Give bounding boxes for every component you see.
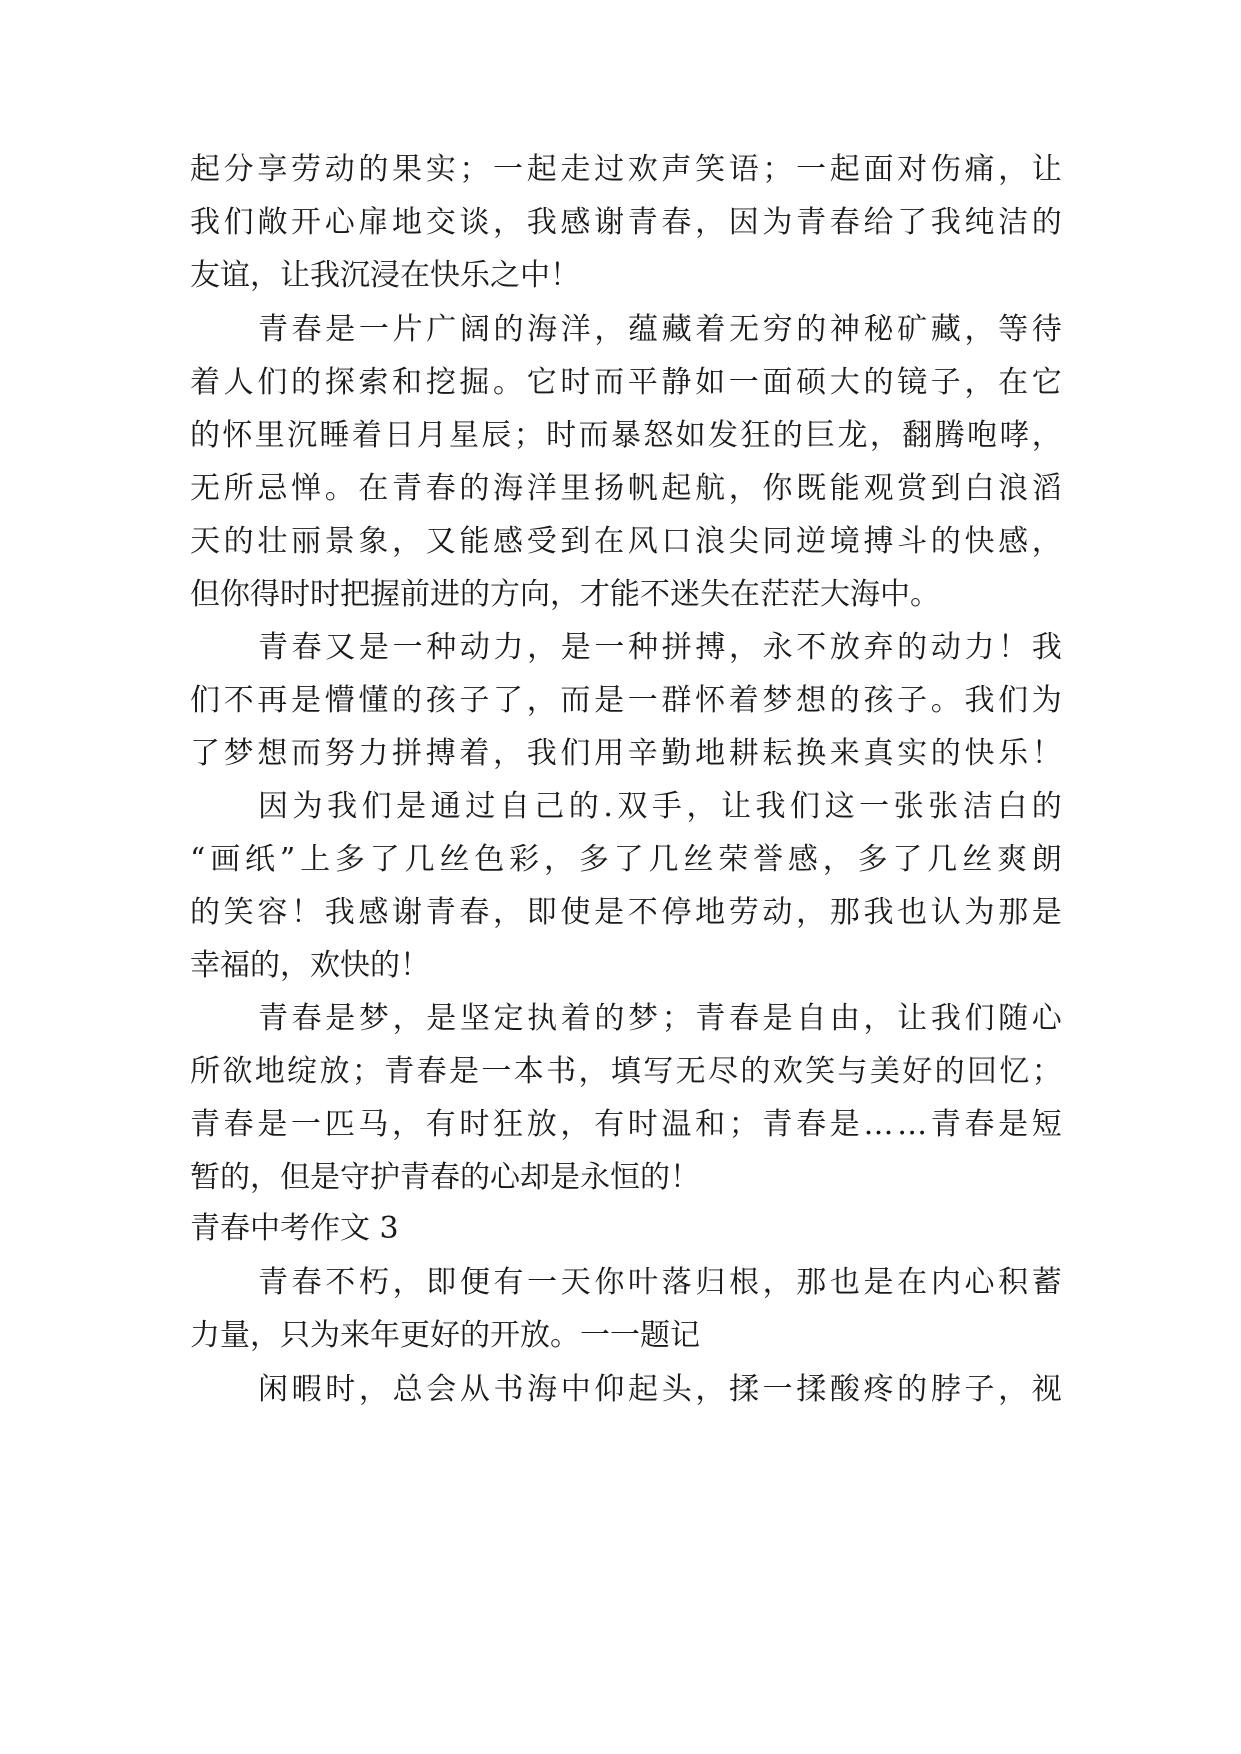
paragraph-first-line: 青 春 是 梦 ， 是 坚 定 执 着 的 梦 ； 青 春 是 自 由 ， 让 我 们 随 心	[258, 1001, 1062, 1036]
paragraph-first-line: 青 春 是 一 片 广 阔 的 海 洋 ， 蕴 藏 着 无 穷 的 神 秘 矿 藏 ， 等 待	[258, 312, 1062, 347]
text-line: 但你得时时把握前进的方向，才能不迷失在茫茫大海中。	[190, 577, 940, 612]
text-line: 力量，只为来年更好的开放。一一题记	[190, 1318, 700, 1353]
text-line: 青 春 是 一 匹 马 ， 有 时 狂 放 ， 有 时 温 和 ； 青 春 是 … … 青 春 是 短	[190, 1107, 1062, 1142]
text-line: 暂的，但是守护青春的心却是永恒的！	[190, 1160, 700, 1195]
text-line: 起 分 享 劳 动 的 果 实 ； 一 起 走 过 欢 声 笑 语 ； 一 起 面 对 伤 痛 ， 让	[190, 152, 1062, 187]
paragraph-first-line: 青 春 不 朽 ， 即 便 有 一 天 你 叶 落 归 根 ， 那 也 是 在 内 心 积 蓄	[258, 1265, 1062, 1300]
text-line: 了 梦 想 而 努 力 拼 搏 着 ， 我 们 用 辛 勤 地 耕 耘 换 来 真 实 的 快 乐 ！	[190, 736, 1062, 771]
text-line: 的 怀 里 沉 睡 着 日 月 星 辰 ； 时 而 暴 怒 如 发 狂 的 巨 龙 ， 翻 腾 咆 哮 ，	[190, 418, 1062, 453]
text-line: 天 的 壮 丽 景 象 ， 又 能 感 受 到 在 风 口 浪 尖 同 逆 境 搏 斗 的 快 感 ，	[190, 524, 1062, 559]
paragraph-first-line: 闲 暇 时 ， 总 会 从 书 海 中 仰 起 头 ， 揉 一 揉 酸 疼 的 脖 子 ， 视	[258, 1372, 1062, 1407]
text-line: 们 不 再 是 懵 懂 的 孩 子 了 ， 而 是 一 群 怀 着 梦 想 的 孩 子 。 我 们 为	[190, 683, 1062, 718]
text-line: 所 欲 地 绽 放 ； 青 春 是 一 本 书 ， 填 写 无 尽 的 欢 笑 与 美 好 的 回 忆 ；	[190, 1054, 1062, 1089]
paragraph-first-line: 青 春 又 是 一 种 动 力 ， 是 一 种 拼 搏 ， 永 不 放 弃 的 动 力 ！ 我	[258, 630, 1062, 665]
text-line: 的 笑 容 ！ 我 感 谢 青 春 ， 即 使 是 不 停 地 劳 动 ， 那 我 也 认 为 那 是	[190, 895, 1062, 930]
paragraph-first-line: 因 为 我 们 是 通 过 自 己 的 . 双 手 ， 让 我 们 这 一 张 张 洁 白 的	[258, 789, 1062, 824]
text-line: 无 所 忌 惮 。 在 青 春 的 海 洋 里 扬 帆 起 航 ， 你 既 能 观 赏 到 白 浪 滔	[190, 471, 1062, 506]
text-line: 着 人 们 的 探 索 和 挖 掘 。 它 时 而 平 静 如 一 面 硕 大 的 镜 子 ， 在 它	[190, 365, 1062, 400]
text-line: “ 画 纸 ” 上 多 了 几 丝 色 彩 ， 多 了 几 丝 荣 誉 感 ， 多 了 几 丝 爽 朗	[190, 842, 1062, 877]
text-line: 幸福的，欢快的！	[190, 948, 430, 983]
text-line: 我 们 敞 开 心 扉 地 交 谈 ， 我 感 谢 青 春 ， 因 为 青 春 给 了 我 纯 洁 的	[190, 205, 1062, 240]
text-line: 友谊，让我沉浸在快乐之中！	[190, 258, 580, 293]
section-heading: 青春中考作文 3	[190, 1211, 399, 1246]
